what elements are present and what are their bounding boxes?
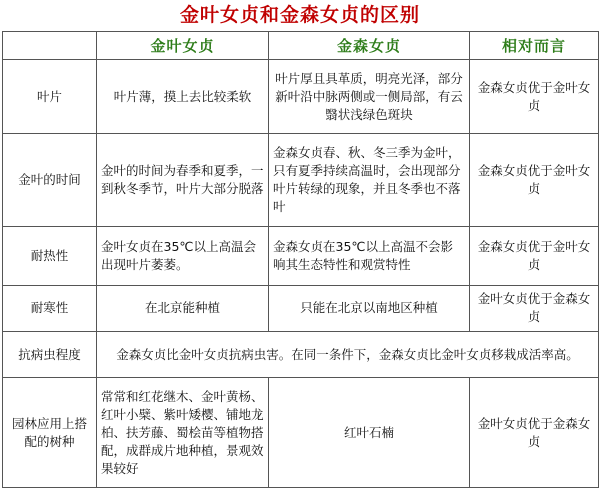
table-header-row	[3, 32, 599, 60]
row-label: 金叶的时间	[3, 134, 97, 227]
cell-jinsen: 金森女贞在35℃以上高温不会影响其生态特性和观赏特性	[269, 226, 470, 285]
cell-jinye: 金叶的时间为春季和夏季，一到秋冬季节，叶片大部分脱落	[97, 134, 269, 227]
cell-merged: 金森女贞比金叶女贞抗病虫害。在同一条件下，金森女贞比金叶女贞移栽成活率高。	[97, 332, 599, 378]
row-label: 耐热性	[3, 226, 97, 285]
cell-jinsen: 只能在北京以南地区种植	[269, 285, 470, 331]
cell-relative: 金森女贞优于金叶女贞	[470, 60, 599, 134]
row-label: 抗病虫程度	[3, 332, 97, 378]
cell-jinye: 金叶女贞在35℃以上高温会出现叶片萎萎。	[97, 226, 269, 285]
cell-relative: 金森女贞优于金叶女贞	[470, 226, 599, 285]
table-row	[3, 378, 599, 488]
cell-jinsen: 叶片厚且具革质，明亮光泽，部分新叶沿中脉两侧或一侧局部，有云翳状浅绿色斑块	[269, 60, 470, 134]
table-row	[3, 60, 599, 134]
page-title: 金叶女贞和金森女贞的区别	[179, 4, 420, 26]
header-jinsen: 金森女贞	[269, 32, 470, 60]
cell-jinye: 叶片薄，摸上去比较柔软	[97, 60, 269, 134]
row-label: 园林应用上搭配的树种	[3, 378, 97, 488]
cell-jinsen: 红叶石楠	[269, 378, 470, 488]
table-row	[3, 134, 599, 227]
table-row	[3, 285, 599, 331]
cell-jinsen: 金森女贞春、秋、冬三季为金叶，只有夏季持续高温时，会出现部分叶片转绿的现象，并且冬季也不落叶	[269, 134, 470, 227]
cell-relative: 金叶女贞优于金森女贞	[470, 378, 599, 488]
cell-jinye: 常常和红花继木、金叶黄杨、红叶小檗、紫叶矮樱、铺地龙柏、扶芳藤、蜀桧苗等植物搭配，成群成片地种植，景观效果较好	[97, 378, 269, 488]
header-relative: 相对而言	[470, 32, 599, 60]
table-row	[3, 226, 599, 285]
table-row	[3, 332, 599, 378]
cell-relative: 金森女贞优于金叶女贞	[470, 134, 599, 227]
cell-jinye: 在北京能种植	[97, 285, 269, 331]
header-empty	[3, 32, 97, 60]
comparison-table	[2, 31, 599, 488]
header-jinye: 金叶女贞	[97, 32, 269, 60]
row-label: 耐寒性	[3, 285, 97, 331]
row-label: 叶片	[3, 60, 97, 134]
cell-relative: 金叶女贞优于金森女贞	[470, 285, 599, 331]
